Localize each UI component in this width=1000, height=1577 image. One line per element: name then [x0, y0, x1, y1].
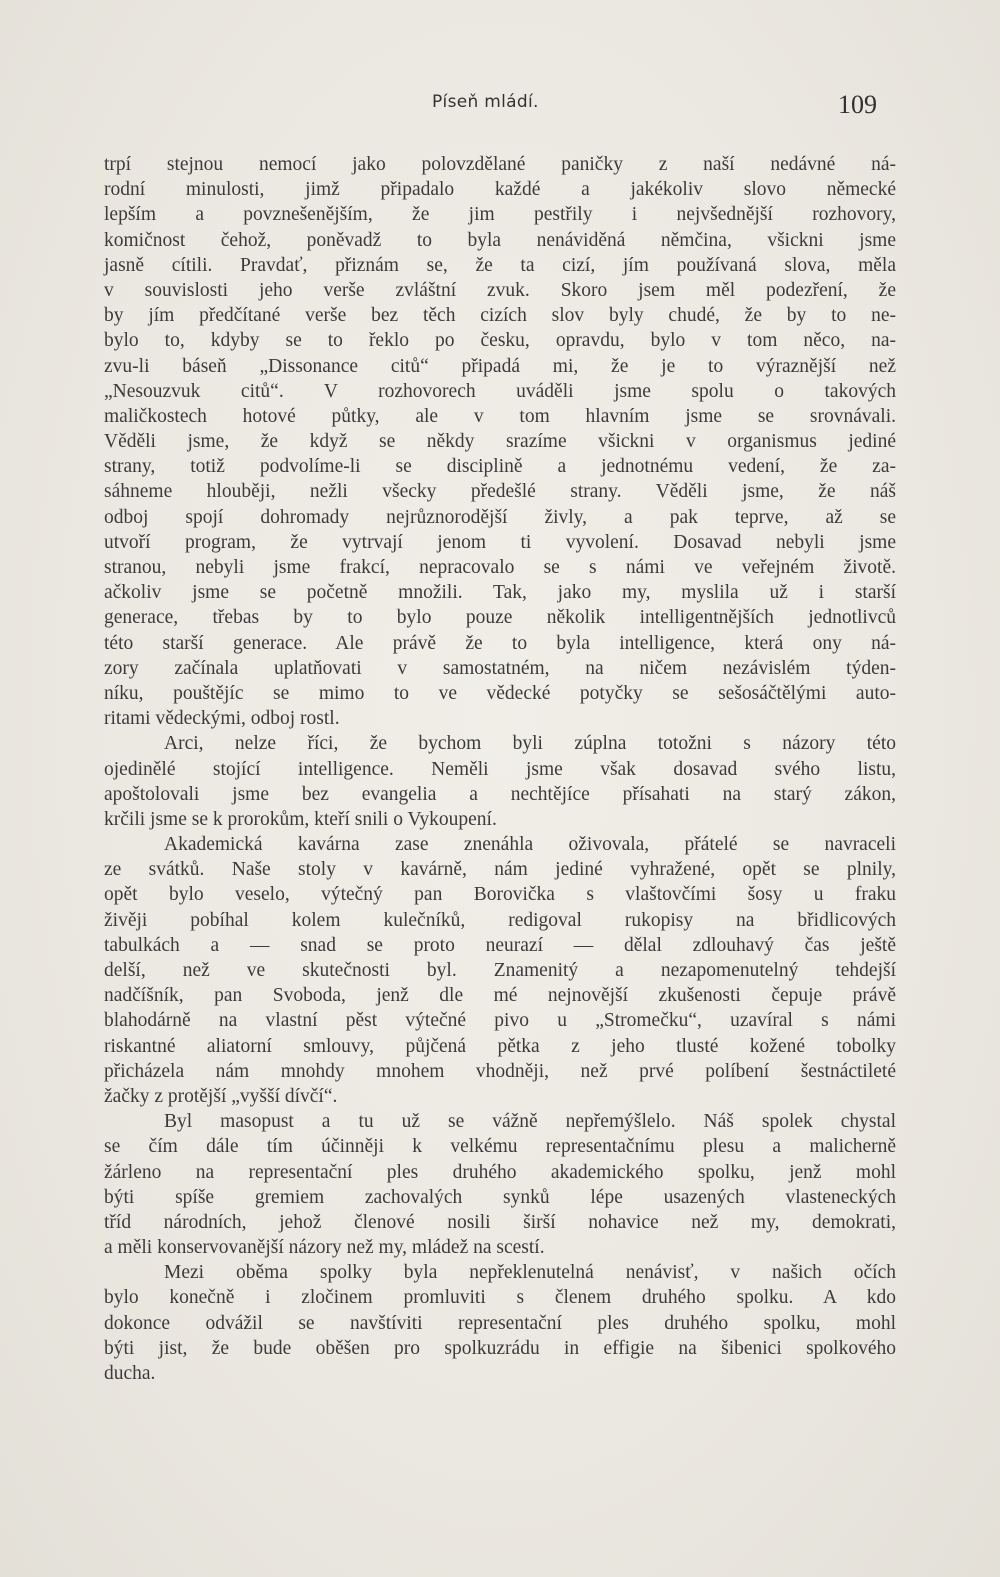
body-text: [104, 152, 896, 1386]
text-line: v souvislosti jeho verše zvláštní zvuk. Skoro jsem měl podezření, že: [104, 279, 896, 301]
page-number: 109: [838, 90, 877, 119]
text-line: komičnost čehož, poněvadž to byla nenáviděná němčina, všickni jsme: [104, 229, 896, 251]
text-line: generace, třebas by to bylo pouze několik intelligentnějších jednotlivců: [104, 607, 896, 629]
text-line: této starší generace. Ale právě že to byla intelligence, která ony ná-: [104, 632, 896, 654]
text-line: maličkostech hotové půtky, ale v tom hlavním jsme se srovnávali.: [104, 405, 896, 427]
text-line: Věděli jsme, že když se někdy srazíme všickni v organismus jediné: [104, 431, 896, 453]
text-line: Byl masopust a tu už se vážně nepřemýšlelo. Náš spolek chystal: [164, 1111, 896, 1133]
text-line: odboj spojí dohromady nejrůznorodější živly, a pak teprve, až se: [104, 506, 896, 528]
text-line: tabulkách a — snad se proto neurazí — dělal zdlouhavý čas ještě: [104, 934, 896, 956]
text-line: opět bylo veselo, výtečný pan Borovička s vlaštovčími šosy u fraku: [104, 884, 896, 906]
text-line: se čím dále tím účinněji k velkému representačnímu plesu a malicherně: [104, 1136, 896, 1158]
text-line: ritami vědeckými, odboj rostl.: [104, 708, 340, 730]
text-line: krčili jsme se k prorokům, kteří snili o Vykoupení.: [104, 808, 497, 830]
text-line: ze svátků. Naše stoly v kavárně, nám jediné vyhražené, opět se plnily,: [104, 859, 896, 881]
text-line: zvu-li báseň „Dissonance citů“ připadá mi, že je to výraznější než: [104, 355, 896, 377]
text-line: žačky z protější „vyšší dívčí“.: [104, 1085, 338, 1107]
text-line: ducha.: [104, 1363, 156, 1384]
text-line: přicházela nám mnohdy mnohem vhodněji, než prvé políbení šestnáctileté: [104, 1060, 896, 1082]
text-line: býti jist, že bude oběšen pro spolkuzrádu in effigie na šibenici spolkového: [104, 1337, 896, 1359]
text-line: stranou, nebyli jsme frakcí, nepracovalo se s námi ve veřejném životě.: [104, 557, 896, 578]
text-line: živěji pobíhal kolem kulečníků, redigoval rukopisy na břidlicových: [104, 909, 896, 931]
text-line: ojedinělé stojící intelligence. Neměli jsme však dosavad svého listu,: [104, 758, 896, 780]
text-line: Akademická kavárna zase znenáhla oživovala, přátelé se navraceli: [164, 834, 896, 856]
text-line: bylo to, kdyby se to řeklo po česku, opravdu, bylo v tom něco, na-: [104, 330, 896, 352]
text-line: Arci, nelze říci, že bychom byli zúplna totožni s názory této: [164, 733, 896, 755]
text-line: apoštolovali jsme bez evangelia a nechtějíce přísahati na starý zákon,: [104, 783, 896, 805]
running-title: Píseň mládí.: [432, 92, 539, 112]
text-line: Mezi oběma spolky byla nepřeklenutelná nenávisť, v našich očích: [164, 1262, 896, 1284]
text-line: by jím předčítané verše bez těch cizích slov byly chudé, že by to ne-: [104, 305, 896, 327]
text-line: zory začínala uplatňovati v samostatném, na ničem nezávislém týden-: [104, 657, 896, 679]
text-line: bylo konečně i zločinem promluviti s členem druhého spolku. A kdo: [104, 1287, 896, 1309]
text-line: sáhneme hlouběji, nežli všecky předešlé strany. Věděli jsme, že náš: [104, 481, 896, 503]
text-line: žárleno na representační ples druhého akademického spolku, jenž mohl: [104, 1161, 896, 1183]
text-line: níku, pouštějíc se mimo to ve vědecké potyčky se sešosáčtělými auto-: [104, 682, 896, 704]
text-line: dokonce odvážil se navštíviti representační ples druhého spolku, mohl: [104, 1312, 896, 1334]
text-line: utvoří program, že vytrvají jenom ti vyvolení. Dosavad nebyli jsme: [104, 531, 896, 553]
text-line: ačkoliv jsme se početně množili. Tak, jako my, myslila už i starší: [104, 582, 896, 604]
text-line: blahodárně na vlastní pěst výtečné pivo u „Stromečku“, uzavíral s námi: [104, 1010, 896, 1032]
text-line: tříd národních, jehož členové nosili širší nohavice než my, demokrati,: [104, 1211, 896, 1233]
text-line: trpí stejnou nemocí jako polovzdělané paničky z naší nedávné ná-: [104, 154, 896, 175]
text-line: „Nesouzvuk citů“. V rozhovorech uváděli jsme spolu o takových: [104, 380, 896, 402]
text-line: delší, než ve skutečnosti byl. Znamenitý a nezapomenutelný tehdejší: [104, 960, 896, 981]
text-line: riskantné aliatorní smlouvy, půjčená pětka z jeho tlusté kožené tobolky: [104, 1035, 896, 1057]
text-line: býti spíše gremiem zachovalých synků lépe usazených vlasteneckých: [104, 1186, 896, 1208]
text-line: nadčíšník, pan Svoboda, jenž dle mé nejnovější zkušenosti čepuje právě: [104, 985, 896, 1007]
text-line: jasně cítili. Pravdať, přiznám se, že ta cizí, jím používaná slova, měla: [104, 254, 896, 276]
text-line: lepším a povznešenějším, že jim pestřily i nejvšednější rozhovory,: [104, 204, 896, 226]
text-line: a měli konservovanější názory než my, mládež na scestí.: [104, 1237, 545, 1259]
text-line: strany, totiž podvolíme-li se disciplině a jednotnému vedení, že za-: [104, 456, 896, 478]
text-line: rodní minulosti, jimž připadalo každé a jakékoliv slovo německé: [104, 179, 896, 201]
